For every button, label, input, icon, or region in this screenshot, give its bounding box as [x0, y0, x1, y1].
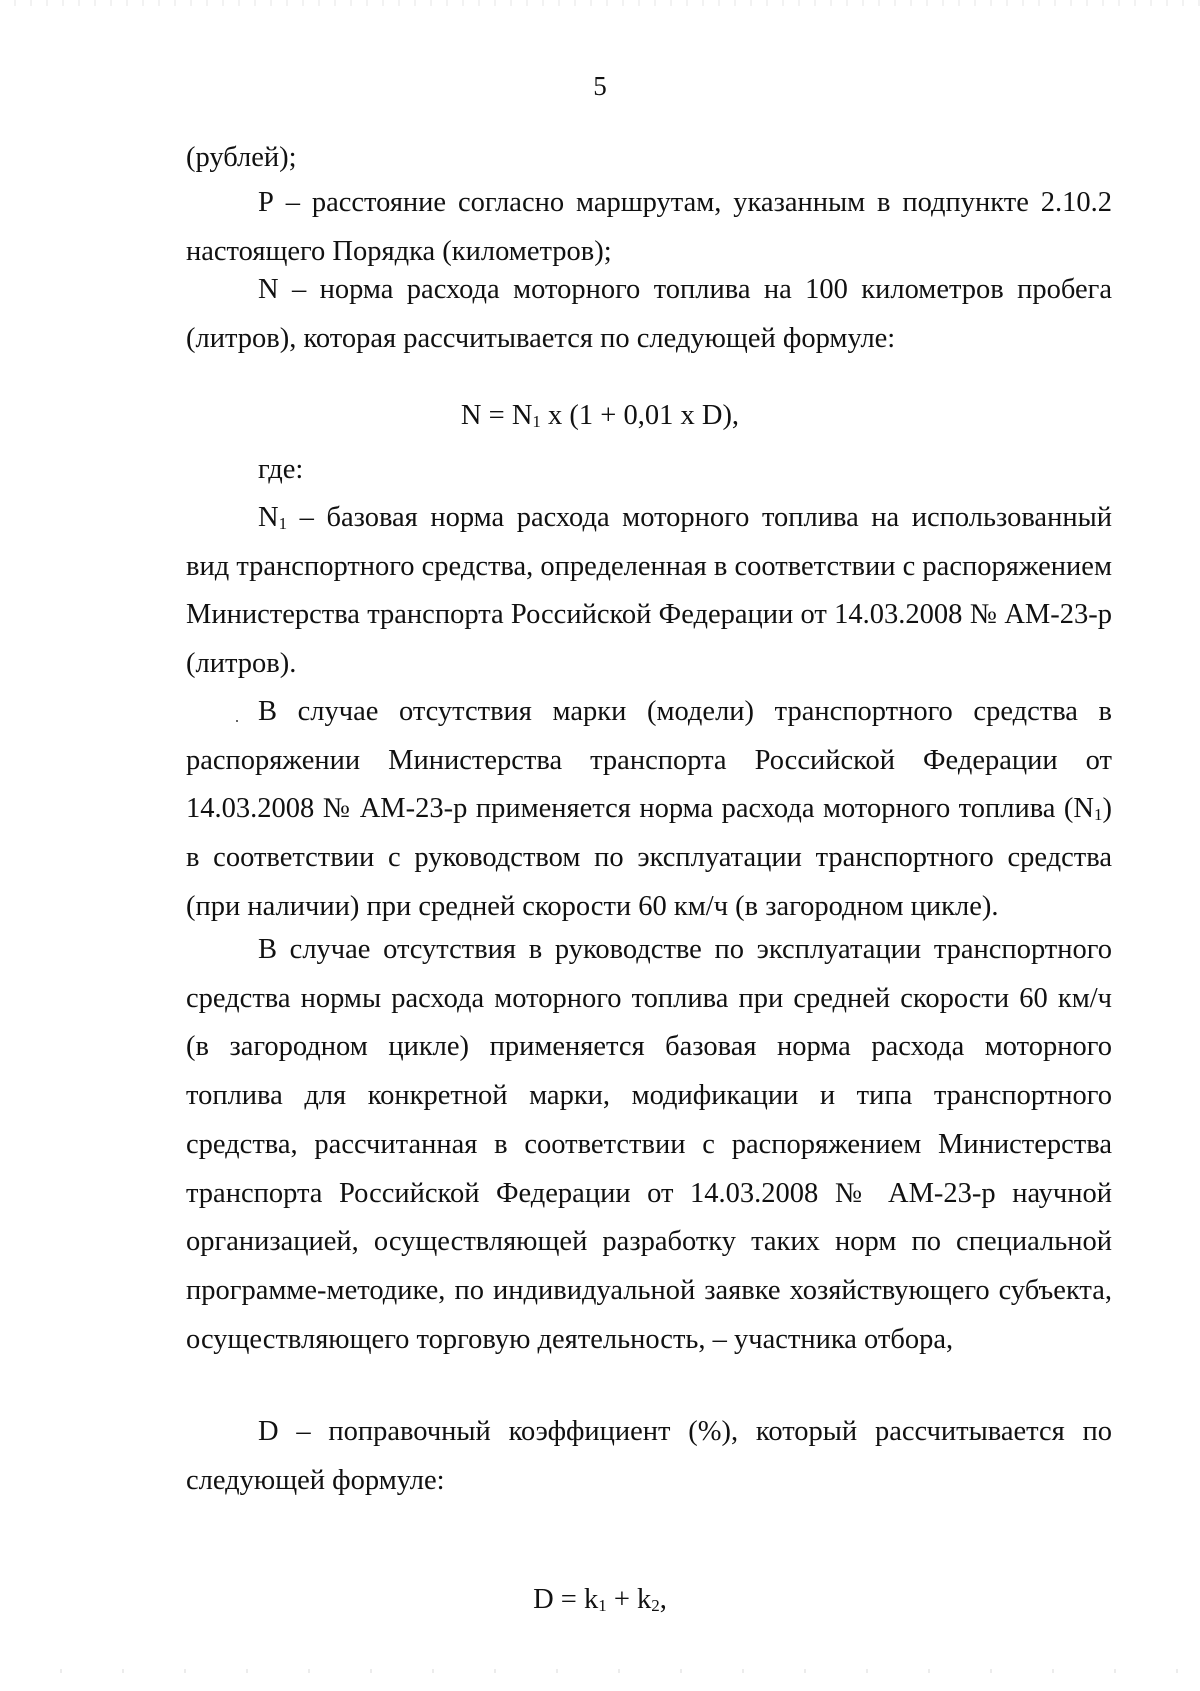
n1-symbol: N	[258, 502, 279, 533]
paragraph-rubles: (рублей);	[186, 142, 297, 173]
n1-subscript: 1	[278, 514, 288, 533]
formula-n-part-b: x (1 + 0,01 x D),	[540, 400, 740, 431]
absence-model-text-b: ) в соответствии с руководством по эксплуатации транспортного средства (при наличии) при средней скорости 60 км/ч (в загородном цикле).	[186, 793, 1112, 922]
absence-model-text-a: В случае отсутствия марки (модели) транспортного средства в распоряжении Министерства транспорта Российской Федерации от 14.03.2008 № АМ-23-р применяется норма расхода моторного топлива (N	[186, 696, 1112, 825]
formula-d-part-a: D = k	[533, 1584, 599, 1615]
paragraph-p-distance: Р – расстояние согласно маршрутам, указанным в подпункте 2.10.2 настоящего Порядка (километров);	[186, 187, 1112, 267]
formula-d-part-end: ,	[659, 1584, 667, 1615]
formula-d-subscript-1: 1	[598, 1596, 607, 1615]
formula-n-part-a: N = N	[460, 400, 533, 431]
formula-n-subscript: 1	[532, 412, 541, 431]
scan-edge-bottom	[0, 1669, 1200, 1673]
absence-model-subscript: 1	[1094, 805, 1103, 825]
formula-d-subscript-2: 2	[651, 1596, 660, 1615]
paragraph-absence-manual: В случае отсутствия в руководстве по эксплуатации транспортного средства нормы расхода моторного топлива при средней скорости 60 км/ч (в загородном цикле) применяется базовая норма расхода моторного топлива для конкретной марки, модификации и типа транспортного средства, рассчитанная в соответствии с распоряжением Министерства транспорта Российской Федерации от 14.03.2008 № АМ-23-р научной организацией, осуществляющей разработку таких норм по специальной программе-методике, по индивидуальной заявке хозяйствующего субъекта, осуществляющего торговую деятельность, – участника отбора,	[186, 934, 1112, 1355]
paragraph-absence-model	[186, 688, 1112, 932]
formula-n	[0, 396, 1200, 436]
paragraph-n-norm: N – норма расхода моторного топлива на 100 километров пробега (литров), которая рассчитывается по следующей формуле:	[186, 274, 1112, 354]
formula-d	[0, 1580, 1200, 1620]
n1-text: – базовая норма расхода моторного топлива на использованный вид транспортного средства, определенная в соответствии с распоряжением Министерства транспорта Российской Федерации от 14.03.2008 № АМ-23-р (литров).	[186, 502, 1112, 680]
formula-d-part-mid: + k	[606, 1584, 652, 1615]
paragraph-n1-definition	[186, 494, 1112, 689]
paragraph-d-coefficient: D – поправочный коэффициент (%), который рассчитывается по следующей формуле:	[186, 1416, 1112, 1496]
scan-edge-top	[0, 0, 1200, 6]
paragraph-where: где:	[258, 454, 304, 485]
page-number: 5	[593, 71, 607, 101]
scan-speck	[236, 720, 238, 722]
